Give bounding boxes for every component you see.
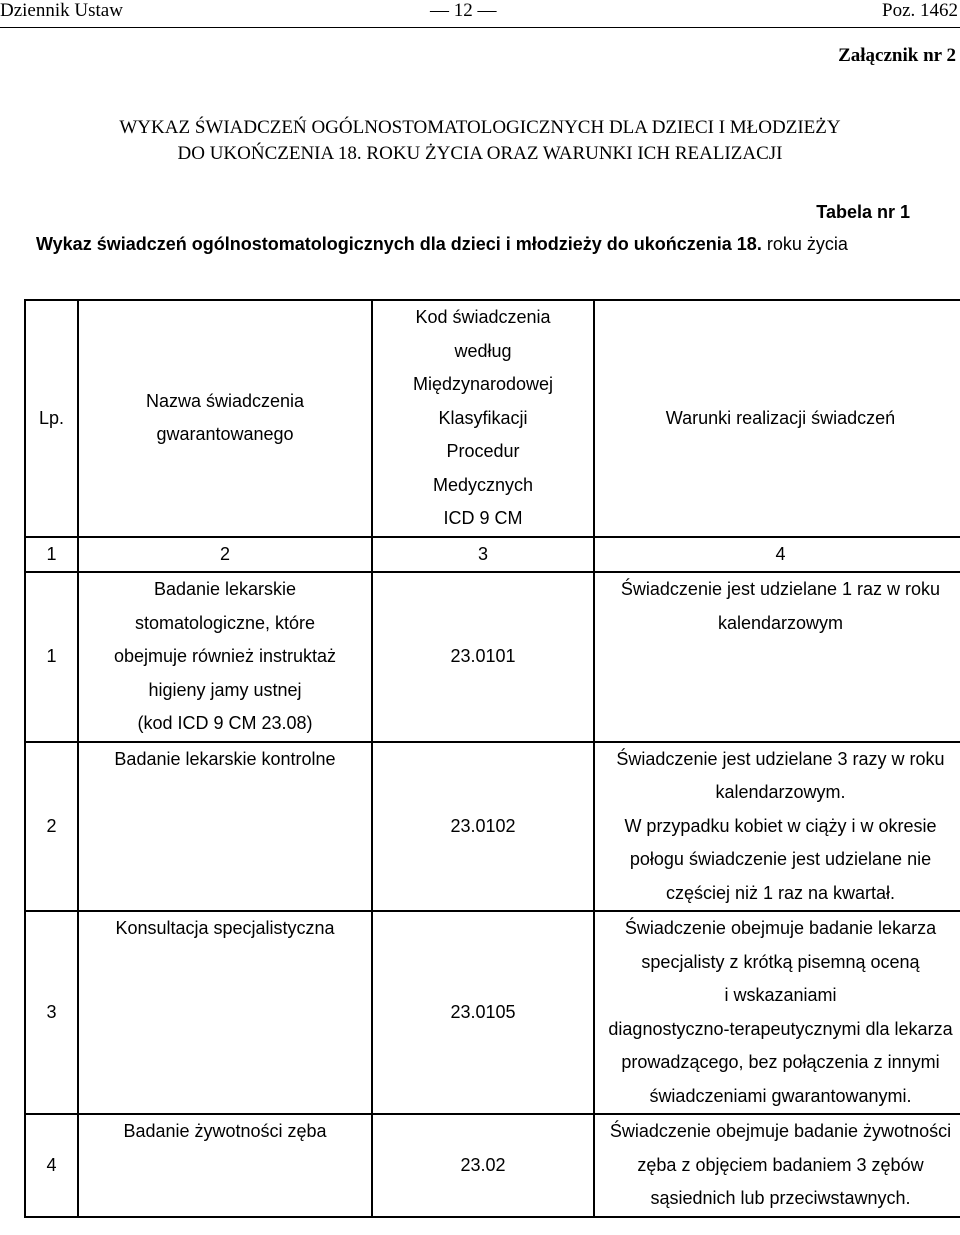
service-name-line: Badanie lekarskie kontrolne	[114, 748, 336, 769]
table-row	[25, 572, 960, 742]
row-service-name	[78, 742, 372, 912]
conditions-line: Świadczenie obejmuje badanie żywotności	[609, 1121, 952, 1141]
column-number: 1	[25, 537, 78, 573]
header-name-line: gwarantowanego	[156, 424, 294, 445]
conditions-line: specjalisty z krótką pisemną oceną	[641, 951, 920, 972]
conditions-line: częściej niż 1 raz na kwartał.	[665, 882, 896, 903]
row-conditions	[594, 911, 960, 1114]
header-lp: Lp.	[25, 300, 78, 537]
conditions-line: Świadczenie obejmuje badanie lekarza	[624, 918, 937, 938]
column-number: 3	[372, 537, 594, 573]
column-number: 4	[594, 537, 960, 573]
conditions-line: prowadzącego, bez połączenia z innymi	[621, 1052, 940, 1072]
row-code: 23.02	[372, 1114, 594, 1217]
row-code: 23.0102	[372, 742, 594, 912]
header-conditions: Warunki realizacji świadczeń	[594, 300, 960, 537]
row-code: 23.0105	[372, 911, 594, 1114]
table-number: Tabela nr 1	[816, 202, 910, 222]
service-name-line: Konsultacja specjalistyczna	[115, 918, 335, 938]
row-lp: 1	[25, 572, 78, 742]
service-name-line: obejmuje również instruktaż	[113, 646, 337, 666]
conditions-line: kalendarzowym.	[715, 782, 846, 802]
conditions-line: kalendarzowym	[717, 612, 844, 633]
service-name-line: (kod ICD 9 CM 23.08)	[137, 713, 313, 733]
header-code-line: Międzynarodowej	[412, 374, 554, 394]
service-name-line: Badanie lekarskie	[153, 579, 297, 599]
row-conditions	[594, 1114, 960, 1217]
column-number-row	[25, 537, 960, 573]
table-row	[25, 911, 960, 1114]
position-number: Poz. 1462	[882, 0, 958, 21]
service-name-line: Badanie żywotności zęba	[123, 1121, 327, 1141]
header-code-line: Klasyfikacji	[438, 407, 528, 428]
service-name-line: higieny jamy ustnej	[148, 679, 302, 700]
conditions-line: zęba z objęciem badaniem 3 zębów	[637, 1154, 924, 1175]
header-name-line: Nazwa świadczenia	[145, 390, 305, 411]
header-rule	[0, 27, 960, 28]
conditions-line: sąsiednich lub przeciwstawnych.	[650, 1188, 911, 1208]
column-number: 2	[78, 537, 372, 573]
conditions-line: świadczeniami gwarantowanymi.	[649, 1085, 912, 1106]
header-code-line: Procedur	[446, 441, 520, 461]
page-number: — 12 —	[430, 0, 497, 21]
row-lp: 4	[25, 1114, 78, 1217]
services-table	[24, 299, 960, 1218]
annex-label: Załącznik nr 2	[838, 45, 956, 66]
row-code: 23.0101	[372, 572, 594, 742]
table-row	[25, 1114, 960, 1217]
document-title	[0, 115, 960, 167]
title-line-2: DO UKOŃCZENIA 18. ROKU ŻYCIA ORAZ WARUNKI ICH REALIZACJI	[177, 143, 783, 164]
row-lp: 2	[25, 742, 78, 912]
table-header-row	[25, 300, 960, 537]
title-line-1: WYKAZ ŚWIADCZEŃ OGÓLNOSTOMATOLOGICZNYCH DLA DZIECI I MŁODZIEŻY	[119, 117, 841, 138]
header-service-name	[78, 300, 372, 537]
conditions-line: i wskazaniami	[724, 985, 837, 1005]
journal-name: Dziennik Ustaw	[0, 0, 123, 21]
header-code-line: ICD 9 CM	[443, 508, 523, 528]
table-row	[25, 742, 960, 912]
conditions-line: Świadczenie jest udzielane 3 razy w roku	[616, 748, 945, 769]
conditions-line: diagnostyczno-terapeutycznymi dla lekarza	[608, 1018, 953, 1039]
conditions-line: W przypadku kobiet w ciąży i w okresie	[624, 815, 937, 836]
row-service-name	[78, 1114, 372, 1217]
header-code	[372, 300, 594, 537]
row-service-name	[78, 911, 372, 1114]
conditions-line: połogu świadczenie jest udzielane nie	[629, 849, 932, 869]
row-conditions	[594, 742, 960, 912]
header-code-line: Kod świadczenia	[415, 307, 551, 327]
header-code-line: Medycznych	[432, 474, 534, 495]
table-caption-bold: Wykaz świadczeń ogólnostomatologicznych dla dzieci i młodzieży do ukończenia 18.	[36, 234, 762, 254]
table-caption	[36, 234, 848, 255]
row-conditions	[594, 572, 960, 742]
conditions-line: Świadczenie jest udzielane 1 raz w roku	[620, 579, 941, 599]
header-code-line: według	[454, 340, 512, 361]
row-lp: 3	[25, 911, 78, 1114]
row-service-name	[78, 572, 372, 742]
table-caption-normal: roku życia	[761, 234, 848, 254]
service-name-line: stomatologiczne, które	[134, 612, 316, 633]
